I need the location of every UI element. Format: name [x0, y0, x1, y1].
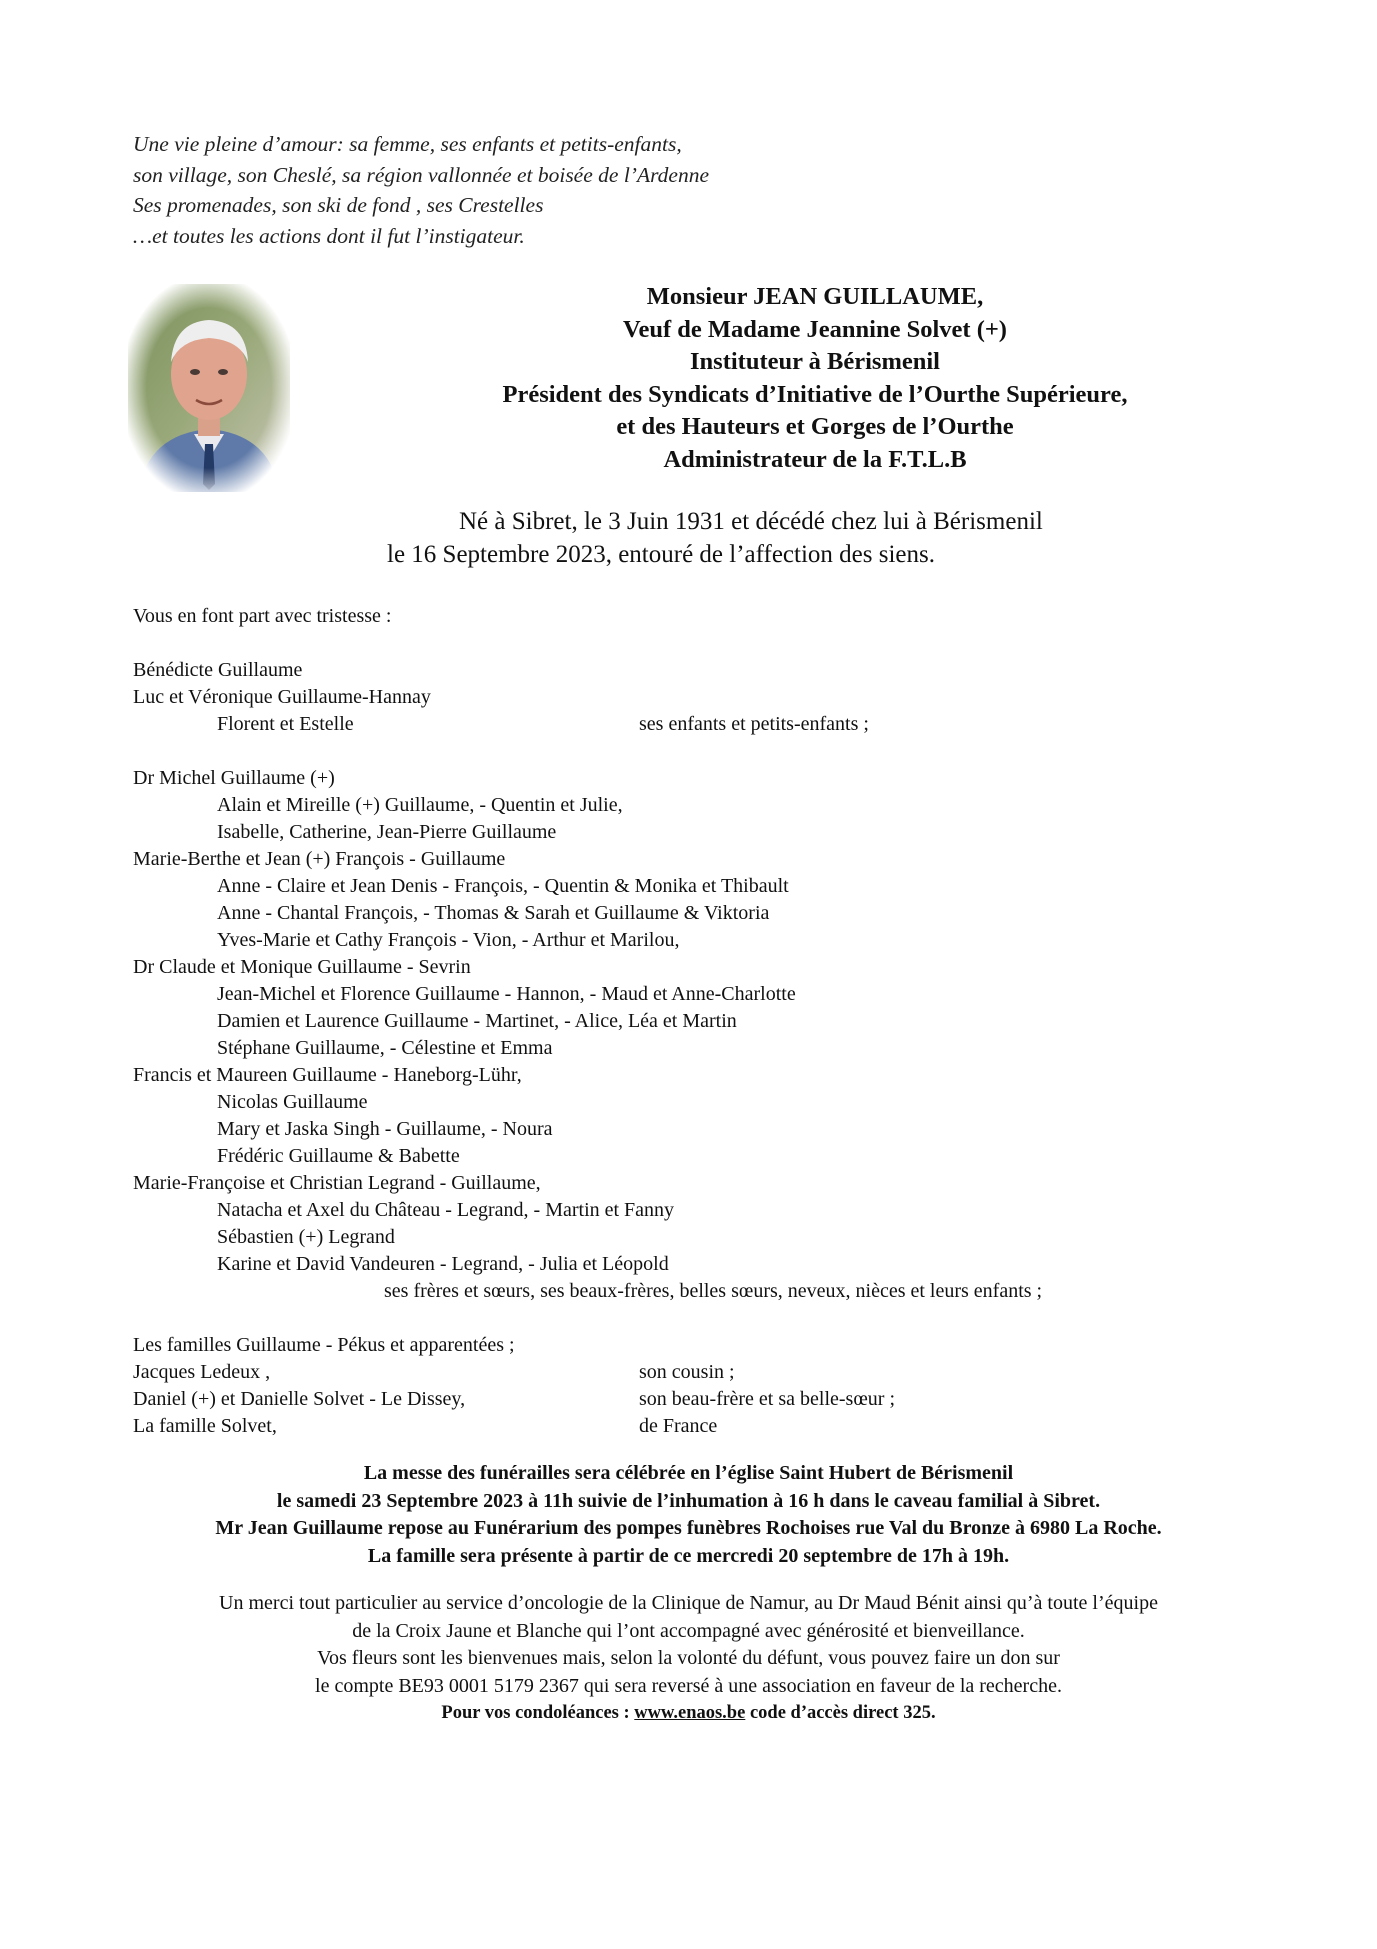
- relation-text: ses enfants et petits-enfants ;: [639, 713, 869, 735]
- family-line-row: [133, 1359, 1042, 1386]
- born-line: Né à Sibret, le 3 Juin 1931 et décédé chez lui à Bérismenil: [459, 508, 1043, 535]
- family-line: Damien et Laurence Guillaume - Martinet, - Alice, Léa et Martin: [217, 1010, 737, 1032]
- family-line: Luc et Véronique Guillaume-Hannay: [133, 686, 431, 708]
- family-line: Frédéric Guillaume & Babette: [217, 1145, 460, 1167]
- quote-line: …et toutes les actions dont il fut l’instigateur.: [133, 223, 525, 248]
- portrait-photo: [128, 284, 290, 492]
- family-list: [133, 603, 1042, 1440]
- relation-text: son beau-frère et sa belle-sœur ;: [639, 1388, 895, 1410]
- thanks-line: Un merci tout particulier au service d’oncologie de la Clinique de Namur, au Dr Maud Bénit ainsi qu’à toute l’équipe: [219, 1592, 1158, 1614]
- family-line: Sébastien (+) Legrand: [217, 1226, 395, 1248]
- family-line: Les familles Guillaume - Pékus et apparentées ;: [133, 1334, 515, 1356]
- thanks-block: [60, 1590, 1317, 1728]
- family-line: Anne - Chantal François, - Thomas & Sarah et Guillaume & Viktoria: [217, 902, 770, 924]
- family-line-row: [133, 1332, 1042, 1359]
- deceased-name: Monsieur JEAN GUILLAUME,: [646, 283, 984, 310]
- title-line: Administrateur de la F.T.L.B: [663, 445, 967, 473]
- family-line: Jacques Ledeux ,: [133, 1361, 271, 1383]
- quote-line: Ses promenades, son ski de fond , ses Crestelles: [133, 193, 544, 217]
- family-line: Karine et David Vandeuren - Legrand, - Julia et Léopold: [217, 1253, 669, 1275]
- family-line: Bénédicte Guillaume: [133, 659, 303, 681]
- thanks-line: Vos fleurs sont les bienvenues mais, selon la volonté du défunt, vous pouvez faire un don sur: [317, 1647, 1060, 1669]
- condolences-prefix: Pour vos condoléances :: [441, 1703, 635, 1723]
- quote-line: Une vie pleine d’amour: sa femme, ses enfants et petits-enfants,: [133, 132, 682, 156]
- family-line-row: [133, 711, 1042, 738]
- thanks-line: le compte BE93 0001 5179 2367 qui sera reversé à une association en faveur de la recherche.: [315, 1674, 1062, 1697]
- family-line: Isabelle, Catherine, Jean-Pierre Guillaume: [217, 821, 557, 843]
- memorial-quote: [133, 129, 709, 251]
- family-line: Nicolas Guillaume: [217, 1091, 368, 1113]
- title-line: et des Hauteurs et Gorges de l’Ourthe: [616, 413, 1014, 440]
- condolences-link[interactable]: www.enaos.be: [634, 1703, 746, 1723]
- family-line: Stéphane Guillaume, - Célestine et Emma: [217, 1037, 553, 1059]
- funeral-line: La messe des funérailles sera célébrée en l’église Saint Hubert de Bérismenil: [363, 1462, 1014, 1484]
- family-line: Marie-Berthe et Jean (+) François - Guillaume: [133, 848, 506, 870]
- family-line: Marie-Françoise et Christian Legrand - Guillaume,: [133, 1172, 541, 1194]
- family-line: Jean-Michel et Florence Guillaume - Hannon, - Maud et Anne-Charlotte: [217, 983, 796, 1005]
- title-line: Instituteur à Bérismenil: [690, 348, 940, 375]
- family-line: Dr Michel Guillaume (+): [133, 767, 335, 789]
- funeral-line: le samedi 23 Septembre 2023 à 11h suivie de l’inhumation à 16 h dans le caveau familial à Sibret.: [276, 1489, 1101, 1512]
- born-line: le 16 Septembre 2023, entouré de l’affection des siens.: [387, 541, 935, 568]
- quote-line: son village, son Cheslé, sa région vallonnée et boisée de l’Ardenne: [133, 162, 709, 187]
- title-line: Veuf de Madame Jeannine Solvet (+): [623, 315, 1007, 343]
- family-line: Anne - Claire et Jean Denis - François, - Quentin & Monika et Thibault: [217, 875, 789, 897]
- relation-text: son cousin ;: [639, 1361, 735, 1383]
- family-line: Alain et Mireille (+) Guillaume, - Quentin et Julie,: [217, 794, 623, 816]
- family-line: Florent et Estelle: [217, 713, 354, 735]
- family-line-row: [133, 1413, 1042, 1440]
- thanks-line: de la Croix Jaune et Blanche qui l’ont accompagné avec générosité et bienveillance.: [352, 1619, 1025, 1642]
- relation-text: de France: [639, 1415, 718, 1437]
- intro-text: Vous en font part avec tristesse :: [133, 605, 392, 627]
- funeral-details: [60, 1460, 1317, 1570]
- family-line: Yves-Marie et Cathy François - Vion, - Arthur et Marilou,: [217, 929, 680, 951]
- deceased-title-block: [400, 281, 1230, 476]
- condolences-suffix: code d’accès direct 325.: [745, 1703, 936, 1723]
- funeral-line: La famille sera présente à partir de ce mercredi 20 septembre de 17h à 19h.: [367, 1544, 1010, 1567]
- family-line: Mary et Jaska Singh - Guillaume, - Noura: [217, 1118, 553, 1140]
- funeral-line: Mr Jean Guillaume repose au Funérarium des pompes funèbres Rochoises rue Val du Bronze à 6980 La Roche.: [215, 1517, 1162, 1539]
- family-line: Natacha et Axel du Château - Legrand, - Martin et Fanny: [217, 1199, 675, 1221]
- family-line: La famille Solvet,: [133, 1415, 277, 1437]
- title-line: Président des Syndicats d’Initiative de l’Ourthe Supérieure,: [502, 380, 1128, 408]
- birth-death-statement: [330, 505, 1270, 571]
- family-line: Francis et Maureen Guillaume - Haneborg-Lühr,: [133, 1064, 522, 1086]
- family-line: Dr Claude et Monique Guillaume - Sevrin: [133, 956, 471, 978]
- family-line-row: [133, 1386, 1042, 1413]
- relation-text: ses frères et sœurs, ses beaux-frères, belles sœurs, neveux, nièces et leurs enfants ;: [384, 1280, 1043, 1302]
- condolences-line: [60, 1700, 1317, 1728]
- family-line: Daniel (+) et Danielle Solvet - Le Dissey,: [133, 1388, 466, 1410]
